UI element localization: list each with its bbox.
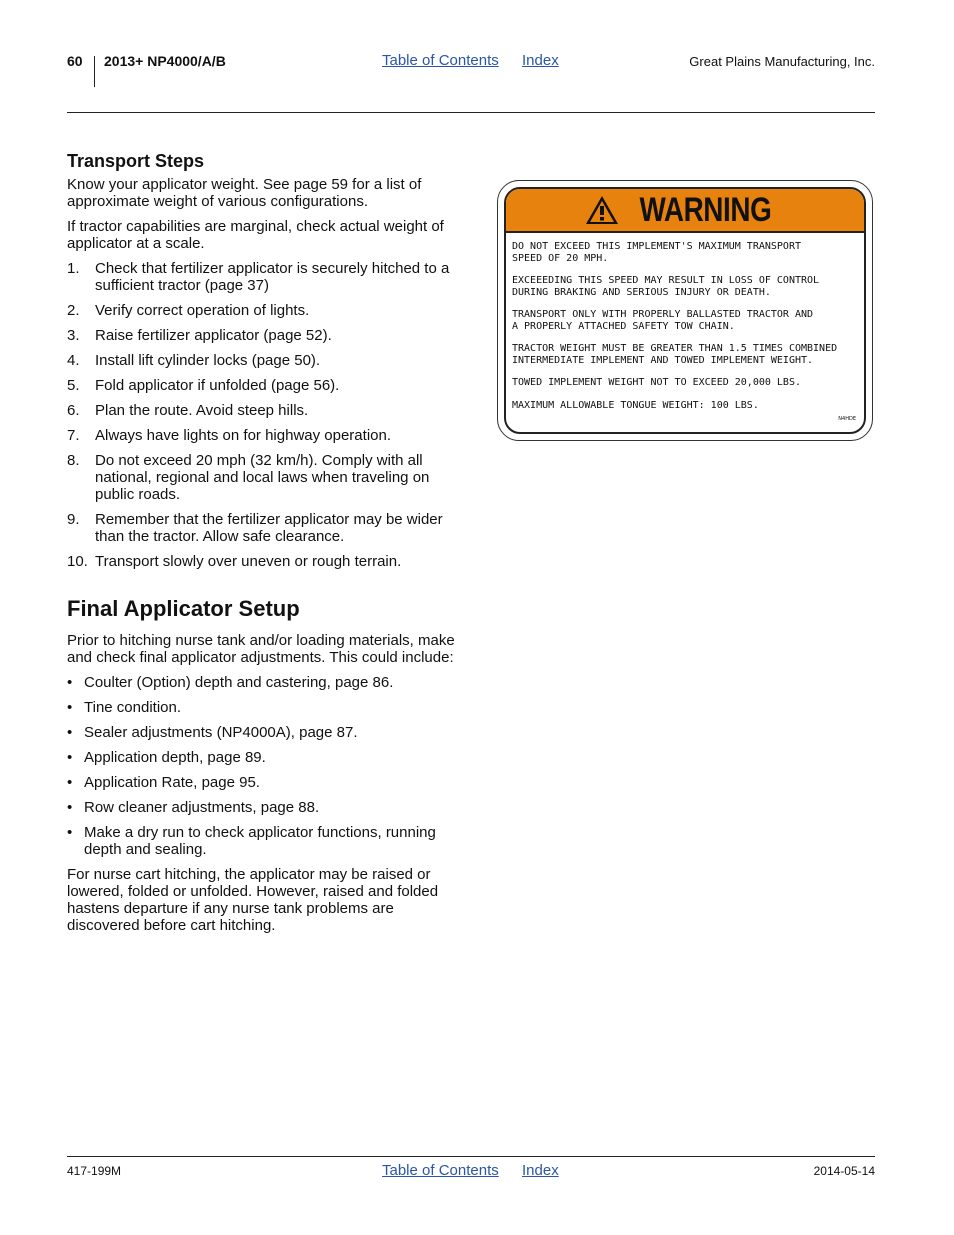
list-item [67,260,459,294]
decal-inner-border [504,187,866,434]
setup-closing: For nurse cart hitching, the applicator may be raised or lowered, folded or unfolded. However, raised and folded hastens departure if any nurse tank problems are discovered before cart hitching. [67,866,439,934]
bullet-text: Coulter (Option) depth and castering, page 86. [84,674,394,691]
footer-rule [67,1156,875,1157]
header-rule [67,112,875,113]
decal-text [512,241,860,422]
bullet-icon: • [67,824,73,841]
bullet-text: Row cleaner adjustments, page 88. [84,799,320,816]
decal-header [506,189,864,233]
bullet-icon: • [67,799,73,816]
transport-para-scale: If tractor capabilities are marginal, check actual weight of applicator at a scale. [67,218,444,252]
step-text: Remember that the fertilizer applicator may be wider than the tractor. Allow safe clearance. [95,511,443,545]
list-item [67,774,459,791]
model-title: 2013+ NP4000/A/B [104,53,226,69]
list-item [67,699,459,716]
company-name: Great Plains Manufacturing, Inc. [689,54,875,69]
step-number: 3. [67,327,80,344]
header-divider [94,56,95,87]
step-text: Check that fertilizer applicator is securely hitched to a sufficient tractor (page 37) [95,260,450,294]
bullet-icon: • [67,674,73,691]
document-number: 417-199M [67,1164,122,1178]
step-text: Install lift cylinder locks (page 50). [95,352,321,369]
step-number: 8. [67,452,80,469]
decal-line: EXCEEEDING THIS SPEED MAY RESULT IN LOSS OF CONTROL DURING BRAKING AND SERIOUS INJURY OR DEATH. [512,275,820,298]
decal-part-code: N4HDE [838,416,856,422]
step-text: Do not exceed 20 mph (32 km/h). Comply with all national, regional and local laws when traveling on public roads. [95,452,430,503]
step-number: 2. [67,302,80,319]
list-item [67,724,459,741]
bullet-text: Application Rate, page 95. [84,774,260,791]
toc-link-footer[interactable]: Table of Contents [382,1162,499,1179]
step-text: Verify correct operation of lights. [95,302,310,319]
bullet-text: Make a dry run to check applicator functions, running depth and sealing. [84,824,436,858]
decal-line: DO NOT EXCEED THIS IMPLEMENT'S MAXIMUM TRANSPORT SPEED OF 20 MPH. [512,241,801,264]
decal-line: TRANSPORT ONLY WITH PROPERLY BALLASTED TRACTOR AND A PROPERLY ATTACHED SAFETY TOW CHAIN. [512,309,814,332]
index-link-header[interactable]: Index [522,52,559,69]
decal-title: WARNING [639,190,771,229]
list-item [67,799,459,816]
list-item [67,352,459,369]
step-number: 6. [67,402,80,419]
decal-line: MAXIMUM ALLOWABLE TONGUE WEIGHT: 100 LBS. [512,399,759,411]
transport-para-weight: Know your applicator weight. See page 59 for a list of approximate weight of various configurations. [67,176,422,210]
step-number: 1. [67,260,80,277]
list-item [67,511,459,545]
list-item [67,749,459,766]
step-number: 10. [67,553,88,570]
step-text: Fold applicator if unfolded (page 56). [95,377,340,394]
bullet-icon: • [67,749,73,766]
publish-date: 2014-05-14 [813,1164,875,1178]
bullet-text: Tine condition. [84,699,182,716]
step-number: 9. [67,511,80,528]
step-number: 5. [67,377,80,394]
list-item [67,402,459,419]
list-item [67,327,459,344]
transport-steps [67,260,459,570]
list-item [67,452,459,503]
setup-checklist [67,674,459,858]
decal-line: TOWED IMPLEMENT WEIGHT NOT TO EXCEED 20,000 LBS. [512,377,801,388]
list-item [67,824,459,858]
list-item [67,377,459,394]
step-number: 4. [67,352,80,369]
transport-heading: Transport Steps [67,151,205,171]
setup-intro: Prior to hitching nurse tank and/or loading materials, make and check final applicator adjustments. This could include: [67,632,455,666]
list-item [67,553,459,570]
main-column [67,150,459,934]
bullet-icon: • [67,774,73,791]
step-text: Transport slowly over uneven or rough terrain. [95,553,402,570]
toc-link-header[interactable]: Table of Contents [382,52,499,69]
step-number: 7. [67,427,80,444]
bullet-icon: • [67,699,73,716]
index-link-footer[interactable]: Index [522,1162,559,1179]
page-number: 60 [67,53,83,69]
step-text: Plan the route. Avoid steep hills. [95,402,309,419]
bullet-text: Application depth, page 89. [84,749,266,766]
warning-triangle-icon [585,195,619,225]
list-item [67,674,459,691]
decal-line: TRACTOR WEIGHT MUST BE GREATER THAN 1.5 TIMES COMBINED INTERMEDIATE IMPLEMENT AND TOWED IMPLEMENT WEIGHT. [512,343,838,366]
setup-heading: Final Applicator Setup [67,596,300,621]
list-item [67,427,459,444]
bullet-icon: • [67,724,73,741]
bullet-text: Sealer adjustments (NP4000A), page 87. [84,724,358,741]
list-item [67,302,459,319]
step-text: Raise fertilizer applicator (page 52). [95,327,332,344]
step-text: Always have lights on for highway operation. [95,427,392,444]
warning-decal [497,180,873,441]
